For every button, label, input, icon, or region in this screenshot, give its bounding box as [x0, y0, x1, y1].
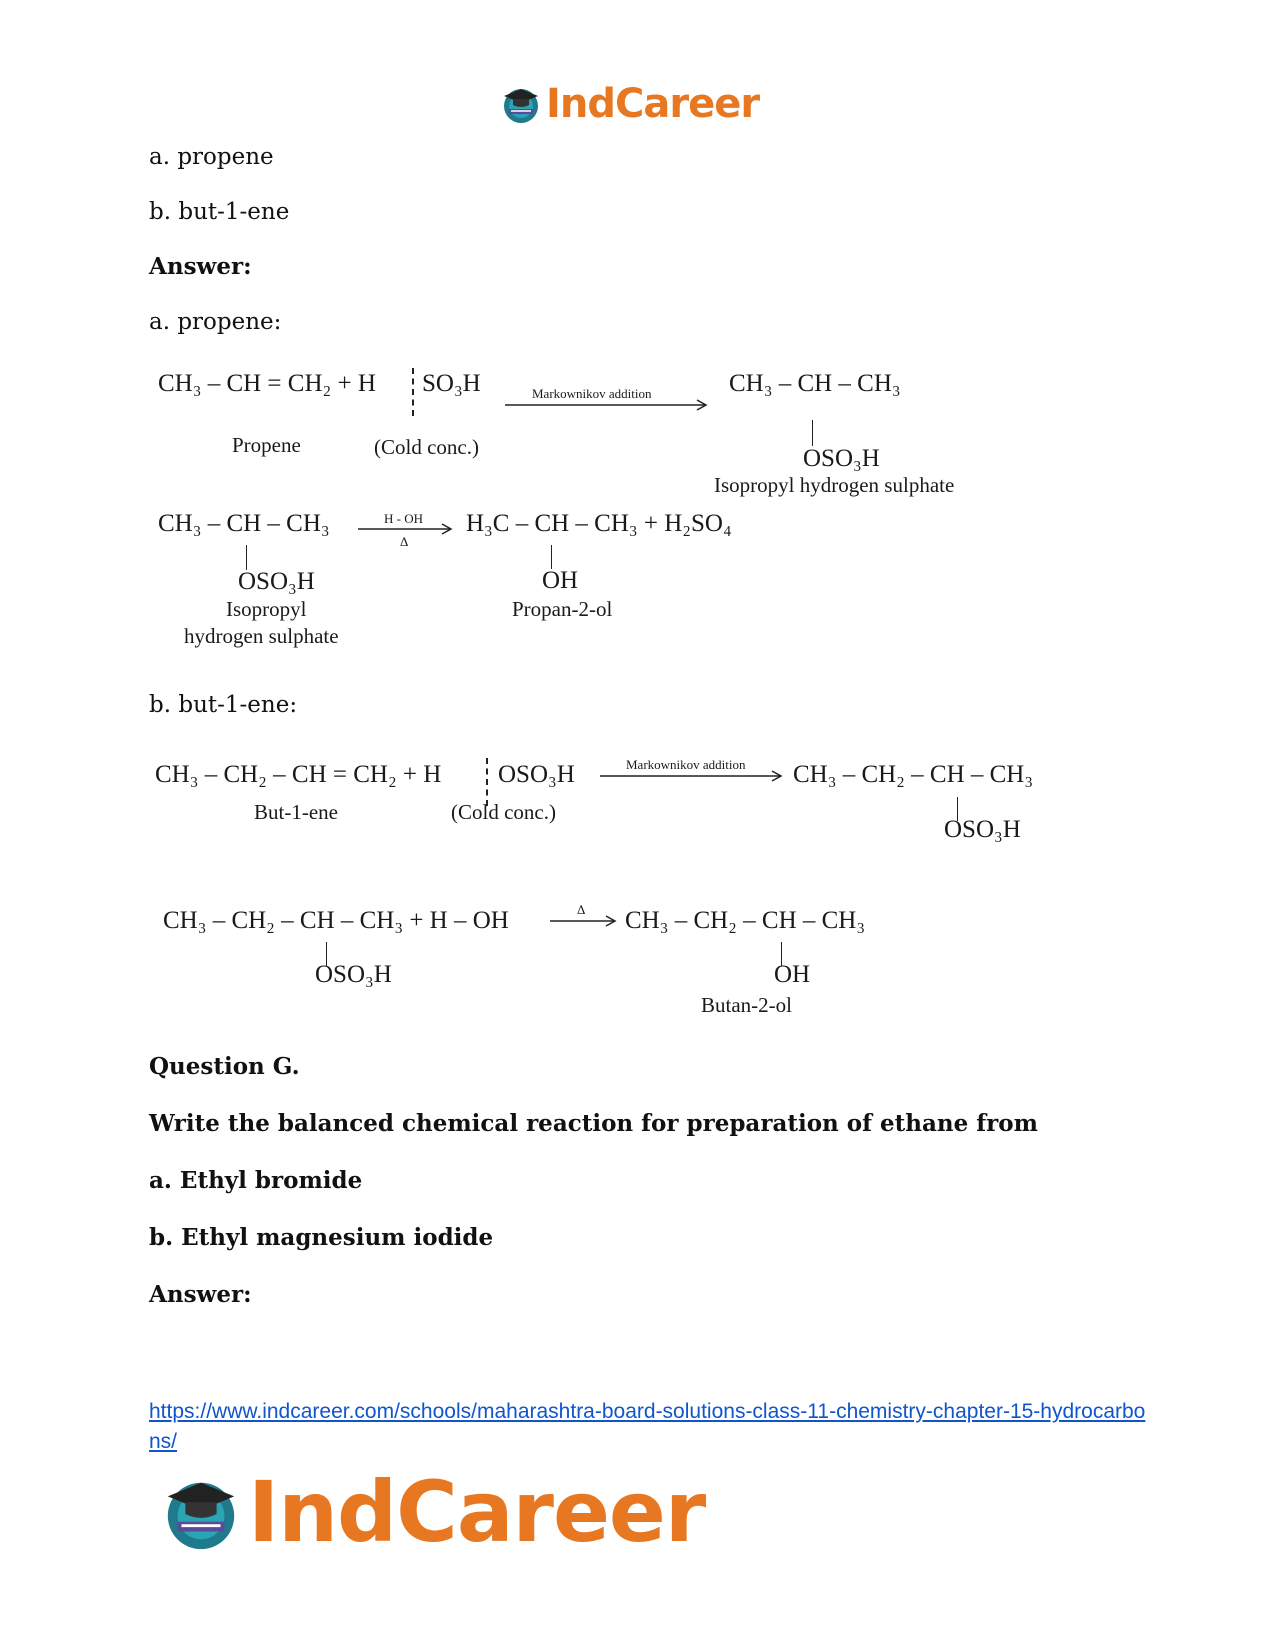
arrow-label: Δ [577, 902, 586, 917]
graduation-cap-icon [160, 1471, 242, 1553]
reagent-name: (Cold conc.) [451, 800, 556, 824]
reactant-name-line-1: Isopropyl [226, 597, 307, 621]
graduation-cap-icon [500, 83, 542, 125]
product: CH₃ – CH – CH₃ [729, 370, 901, 397]
product-name: Butan-2-ol [701, 993, 792, 1017]
arrow-label: Markownikov addition [626, 757, 746, 772]
section-a-heading: a. propene: [149, 309, 282, 335]
product: CH₃ – CH₂ – CH – CH₃ [625, 907, 866, 934]
reactant-name: But-1-ene [254, 800, 338, 824]
bond-cleavage-line [412, 368, 414, 416]
product: H₃C – CH – CH₃ + H₂SO₄ [466, 510, 732, 537]
reactant: CH₃ – CH = CH₂ + H [158, 370, 376, 397]
bond-line [812, 420, 813, 446]
reactant-name: Propene [232, 433, 301, 457]
reactant-substituent: OSO₃H [315, 961, 392, 988]
product: CH₃ – CH₂ – CH – CH₃ [793, 761, 1034, 788]
arrow-label: Markownikov addition [532, 386, 652, 401]
logo-text: IndCareer [248, 1463, 706, 1561]
section-b-heading: b. but-1-ene: [149, 692, 298, 718]
reaction-arrow [505, 396, 715, 414]
question-part-b: b. but-1-ene [149, 199, 290, 225]
reaction-arrow [600, 767, 790, 785]
bond-line [551, 545, 552, 569]
product-substituent: OH [774, 961, 811, 988]
product-name: Isopropyl hydrogen sulphate [714, 473, 955, 497]
reagent: SO₃H [422, 370, 481, 397]
question-g-part-b: b. Ethyl magnesium iodide [149, 1224, 494, 1251]
arrow-bottom-label: Δ [400, 534, 409, 549]
bond-cleavage-line [486, 758, 488, 806]
reactant: CH₃ – CH₂ – CH = CH₂ + H [155, 761, 442, 788]
reagent: OSO₃H [498, 761, 575, 788]
reactant-substituent: OSO₃H [238, 568, 315, 595]
question-part-a: a. propene [149, 144, 274, 170]
reactant: CH₃ – CH – CH₃ [158, 510, 330, 537]
product-substituent: OH [542, 567, 579, 594]
product-substituent: OSO₃H [803, 445, 880, 472]
reagent-name: (Cold conc.) [374, 435, 479, 459]
answer-label: Answer: [149, 253, 252, 280]
question-g-answer-label: Answer: [149, 1281, 252, 1308]
question-g-prompt: Write the balanced chemical reaction for preparation of ethane from [149, 1110, 1038, 1137]
question-g-part-a: a. Ethyl bromide [149, 1167, 363, 1194]
question-g-title: Question G. [149, 1053, 300, 1080]
source-link[interactable]: https://www.indcareer.com/schools/maharashtra-board-solutions-class-11-chemistry-chapter-15-hydrocarbons/ [149, 1400, 1146, 1453]
reaction-arrow [550, 912, 622, 930]
reactant-name-line-2: hydrogen sulphate [184, 624, 339, 648]
product-name: Propan-2-ol [512, 597, 613, 621]
reactant: CH₃ – CH₂ – CH – CH₃ + H – OH [163, 907, 509, 934]
arrow-top-label: H - OH [384, 511, 423, 526]
bond-line [246, 545, 247, 570]
header-logo [500, 78, 759, 130]
product-substituent: OSO₃H [944, 816, 1021, 843]
footer-logo [160, 1462, 705, 1562]
logo-text: IndCareer [546, 81, 760, 127]
